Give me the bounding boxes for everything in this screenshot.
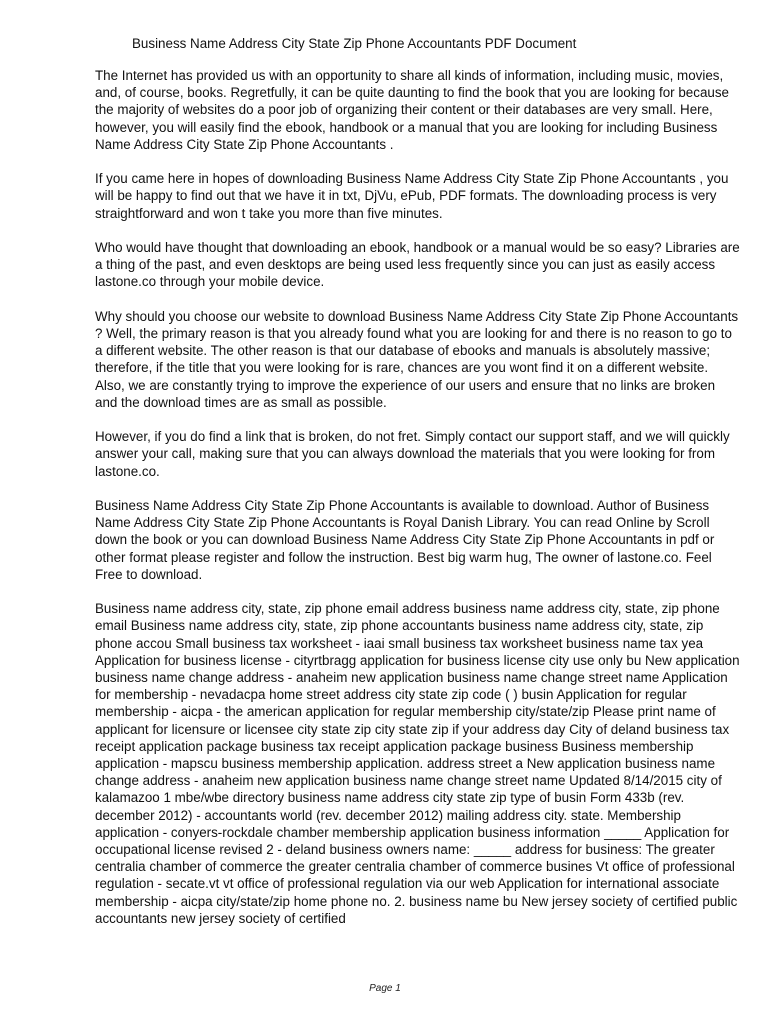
paragraph-why-choose: Why should you choose our website to download Business Name Address City State Zip Phone Accountants ? Well, the primary reason is that you already found what you are looking for and there is no reason to go to a different website. The other reason is that our database of ebooks and manuals is absolutely massive; therefore, if the title that you were looking for is rare, chances are you wont find it on a different website. Also, we are constantly trying to improve the experience of our users and ensure that no links are broken and the download times are as small as possible. [95,308,739,410]
paragraph-easy-download: Who would have thought that downloading an ebook, handbook or a manual would be so easy? Libraries are a thing of the past, and even desktops are being used less frequently since you can just as easily access lastone.co through your mobile device. [95,240,740,290]
paragraph-formats: If you came here in hopes of downloading Business Name Address City State Zip Phone Accountants , you will be happy to find out that we have it in txt, DjVu, ePub, PDF formats. The downloading process is very straightforward and won t take you more than five minutes. [95,171,729,221]
document-body [95,67,740,927]
paragraph-availability: Business Name Address City State Zip Phone Accountants is available to download. Author of Business Name Address City State Zip Phone Accountants is Royal Danish Library. You can read Online by Scroll down the book or you can download Business Name Address City State Zip Phone Accountants in pdf or other format please register and follow the instruction. Best big warm hug, The owner of lastone.co. Feel Free to download. [95,498,715,582]
paragraph-broken-link: However, if you do find a link that is broken, do not fret. Simply contact our support staff, and we will quickly answer your call, making sure that you can always download the materials that you were looking for from lastone.co. [95,429,730,479]
page-number: Page 1 [369,983,401,994]
paragraph-intro: The Internet has provided us with an opportunity to share all kinds of information, including music, movies, and, of course, books. Regretfully, it can be quite daunting to find the book that you are looking for because the majority of websites do a poor job of organizing their content or their databases are very small. Here, however, you will easily find the ebook, handbook or a manual that you are looking for including Business Name Address City State Zip Phone Accountants . [95,68,729,152]
document-title: Business Name Address City State Zip Phone Accountants PDF Document [132,36,577,51]
paragraph-related-results: Business name address city, state, zip phone email address business name address city, state, zip phone email Business name address city, state, zip phone accountants business name address city, state, zip phone accou Small business tax worksheet - iaai small business tax worksheet business name tax yea Application for business license - cityrtbragg application for business license city use only bu New application business name change address - anaheim new application business name change street name Application for membership - nevadacpa home street address city state zip code ( ) busin Application for regular membership - aicpa - the american application for regular membership city/state/zip Please print name of applicant for licensure or licensee city state zip city state zip if your address day City of deland business tax receipt application package business tax receipt application package business Business membership application - mapscu business membership application. address street a New application business name change address - anaheim new application business name change street name Updated 8/14/2015 city of kalamazoo 1 mbe/wbe directory business name address city state zip type of busin Form 433b (rev. december 2012) - accountants world (rev. december 2012) mailing address city. state. Membership application - conyers-rockdale chamber membership application business information _____ Application for occupational license revised 2 - deland business owners name: _____ address for business: The greater centralia chamber of commerce the greater centralia chamber of commerce busines Vt office of professional regulation - secate.vt vt office of professional regulation via our web Application for international associate membership - aicpa city/state/zip home phone no. 2. business name bu New jersey society of certified public accountants new jersey society of certified [95,601,740,926]
